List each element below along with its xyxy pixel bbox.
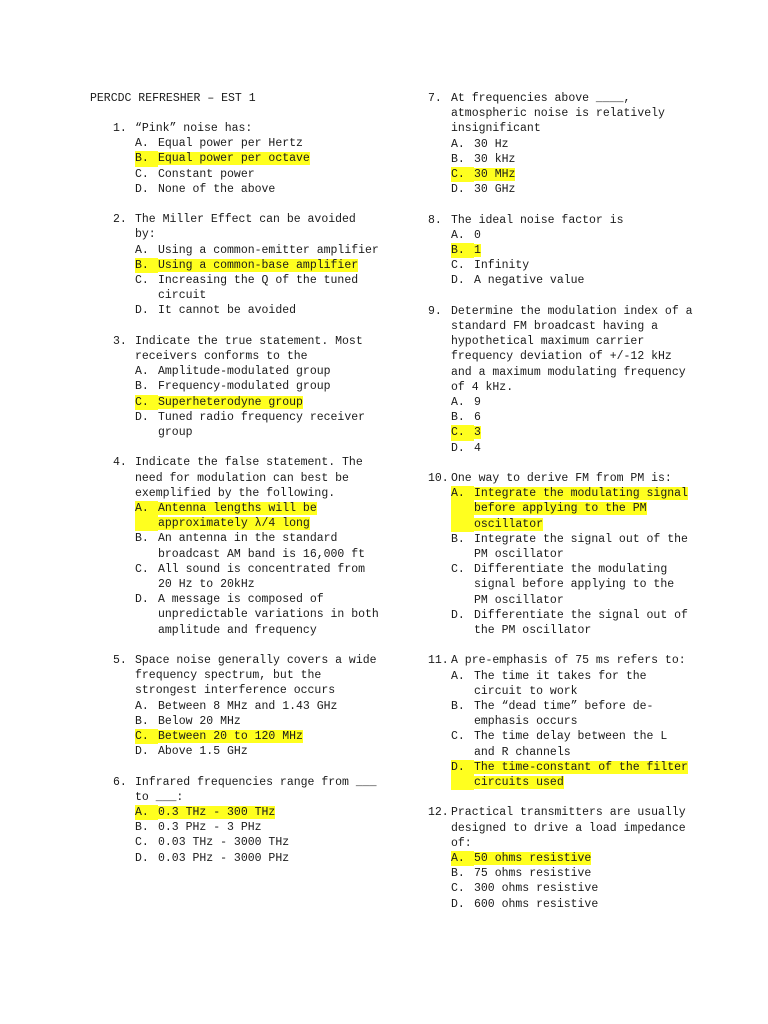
option-letter [135, 805, 158, 820]
option-text [158, 805, 380, 820]
option-letter: D. [451, 897, 465, 911]
question-item [428, 213, 693, 289]
option-letter-highlight: A. [135, 806, 149, 820]
answer-option [451, 729, 693, 759]
question-number: 7. [428, 92, 442, 105]
option-text: The time delay between the L and R channels [474, 730, 668, 759]
answer-option-highlighted [451, 486, 693, 532]
option-letter: B. [135, 532, 149, 546]
option-text: 0 [474, 228, 481, 242]
option-letter-highlight: B. [451, 244, 465, 258]
question-text: Indicate the false statement. The need for modulation can best be exemplified by the following. [135, 456, 363, 500]
answer-options [451, 137, 693, 198]
answer-option [135, 592, 380, 638]
option-text: 30 GHz [474, 183, 516, 197]
option-letter [451, 486, 474, 532]
answer-option-highlighted [451, 425, 693, 440]
question-item [90, 455, 380, 637]
answer-option [451, 273, 693, 288]
option-letter: C. [451, 563, 465, 577]
answer-option-highlighted [135, 151, 380, 166]
answer-option [451, 881, 693, 896]
option-letter: D. [135, 410, 149, 424]
answer-options [135, 699, 380, 760]
answer-option [451, 669, 693, 699]
highlighted-answer: 50 ohms resistive [474, 852, 592, 866]
question-text: Indicate the true statement. Most receivers conforms to the [135, 334, 363, 364]
option-letter: D. [451, 441, 465, 455]
option-letter: B. [135, 714, 149, 728]
option-letter: B. [135, 380, 149, 394]
answer-options [451, 395, 693, 456]
option-text: Infinity [474, 259, 530, 273]
question-item [428, 91, 693, 197]
option-letter: A. [135, 137, 149, 151]
highlighted-answer: 3 [474, 426, 481, 440]
option-letter-highlight: D. [451, 760, 465, 774]
question-number: 3. [113, 334, 127, 348]
question-number: 11. [428, 654, 449, 668]
option-text: The time it takes for the circuit to work [474, 669, 647, 698]
option-text: 0.03 THz - 3000 THz [158, 836, 290, 850]
question-number: 4. [113, 456, 127, 470]
question-text: The ideal noise factor is [451, 213, 624, 227]
option-letter-highlight: A. [451, 852, 465, 866]
answer-option-highlighted [135, 729, 380, 744]
answer-options [135, 805, 380, 866]
highlighted-answer: Using a common-base amplifier [158, 258, 359, 272]
option-letter: D. [451, 274, 465, 288]
question-text: Determine the modulation index of a standard FM broadcast having a hypothetical maximum carrier frequency deviation of +/-12 kHz and a maximum modulating frequency of 4 kHz. [451, 304, 693, 394]
option-letter-highlight: C. [135, 395, 149, 409]
answer-option [135, 182, 380, 197]
answer-options [135, 501, 380, 638]
option-letter [451, 425, 474, 440]
option-letter: D. [135, 304, 149, 318]
option-letter: D. [135, 745, 149, 759]
question-item [428, 653, 693, 790]
option-text: Below 20 MHz [158, 714, 241, 728]
answer-option [135, 531, 380, 561]
highlighted-answer: Antenna lengths will be approximately λ/4 long [158, 502, 317, 531]
answer-option [451, 532, 693, 562]
question-number: 5. [113, 654, 127, 668]
answer-option [451, 395, 693, 410]
question-text: One way to derive FM from PM is: [451, 472, 672, 486]
option-text: Differentiate the modulating signal before applying to the PM oscillator [474, 563, 675, 607]
right-column [428, 91, 693, 927]
option-letter: B. [451, 532, 465, 546]
question-number: 12. [428, 806, 449, 820]
option-letter [135, 395, 158, 410]
question-item [90, 775, 380, 866]
option-text [474, 851, 693, 866]
option-letter-highlight: B. [135, 152, 149, 166]
option-letter [135, 501, 158, 531]
answer-option [135, 379, 380, 394]
option-letter: D. [135, 593, 149, 607]
option-letter: B. [451, 411, 465, 425]
question-text: At frequencies above ____, atmospheric noise is relatively insignificant [451, 92, 665, 136]
answer-option [451, 441, 693, 456]
question-number: 1. [113, 122, 127, 135]
option-text: 0.3 PHz - 3 PHz [158, 821, 262, 835]
option-text: None of the above [158, 182, 276, 196]
answer-option [451, 562, 693, 608]
answer-option-highlighted [451, 851, 693, 866]
option-letter [451, 243, 474, 258]
option-text: Integrate the signal out of the PM oscillator [474, 532, 688, 562]
answer-options [451, 851, 693, 912]
option-letter: B. [451, 867, 465, 881]
answer-option-highlighted [135, 395, 380, 410]
option-letter: A. [451, 228, 465, 242]
option-letter: B. [135, 821, 149, 835]
option-letter-highlight: A. [135, 502, 149, 516]
option-letter-highlight: C. [451, 168, 465, 182]
option-text [474, 425, 693, 440]
option-text: Amplitude-modulated group [158, 365, 331, 379]
option-letter [451, 167, 474, 182]
answer-option [135, 699, 380, 714]
answer-option-highlighted [135, 501, 380, 531]
answer-options [135, 243, 380, 319]
option-text: 0.03 PHz - 3000 PHz [158, 851, 290, 865]
answer-option [451, 866, 693, 881]
question-number: 10. [428, 472, 449, 486]
option-letter: C. [451, 730, 465, 744]
option-text: Differentiate the signal out of the PM oscillator [474, 608, 688, 638]
answer-option-highlighted [135, 805, 380, 820]
highlighted-answer: Between 20 to 120 MHz [158, 730, 303, 744]
question-number: 9. [428, 304, 442, 318]
answer-option [451, 182, 693, 197]
option-letter-highlight: A. [451, 487, 465, 501]
option-letter: C. [135, 167, 149, 181]
answer-option [135, 562, 380, 592]
page-title: PERCDC REFRESHER – EST 1 [90, 92, 256, 105]
answer-option [451, 699, 693, 729]
option-text: Frequency-modulated group [158, 380, 331, 394]
option-text [474, 486, 693, 532]
answer-option-highlighted [451, 167, 693, 182]
question-number: 6. [113, 775, 127, 789]
option-text [474, 760, 693, 790]
option-text [158, 258, 380, 273]
question-list-right [428, 91, 693, 912]
option-letter: A. [135, 243, 149, 257]
question-text: A pre-emphasis of 75 ms refers to: [451, 654, 686, 668]
option-text: Tuned radio frequency receiver group [158, 410, 366, 440]
option-text: Between 8 MHz and 1.43 GHz [158, 699, 338, 713]
answer-option [135, 820, 380, 835]
answer-option-highlighted [451, 760, 693, 790]
answer-option [135, 136, 380, 151]
answer-option [451, 410, 693, 425]
question-item [90, 653, 380, 759]
option-letter: D. [451, 183, 465, 197]
option-letter: D. [135, 182, 149, 196]
option-text: 600 ohms resistive [474, 897, 599, 911]
answer-option [451, 152, 693, 167]
option-letter [135, 258, 158, 273]
option-text: 6 [474, 411, 481, 425]
highlighted-answer: Integrate the modulating signal before applying to the PM oscillator [474, 487, 688, 531]
highlighted-answer: 30 MHz [474, 168, 516, 182]
highlighted-answer: 1 [474, 244, 481, 258]
option-text: Constant power [158, 167, 255, 181]
highlighted-answer: The time-constant of the filter circuits used [474, 760, 688, 790]
option-letter: D. [451, 608, 465, 622]
option-text: 75 ohms resistive [474, 867, 592, 881]
option-text: It cannot be avoided [158, 304, 297, 318]
answer-options [135, 364, 380, 440]
question-text: Space noise generally covers a wide frequency spectrum, but the strongest interference occurs [135, 654, 377, 698]
option-text [158, 395, 380, 410]
option-letter: A. [135, 699, 149, 713]
question-item [428, 471, 693, 638]
option-text: Increasing the Q of the tuned circuit [158, 274, 359, 303]
question-item [428, 304, 693, 456]
option-letter: B. [451, 152, 465, 166]
option-letter [451, 760, 474, 790]
answer-option [135, 243, 380, 258]
answer-option [451, 897, 693, 912]
option-text: 4 [474, 441, 481, 455]
answer-option [135, 851, 380, 866]
question-item [90, 121, 380, 197]
option-text: The “dead time” before de-emphasis occurs [474, 700, 654, 729]
option-text: 9 [474, 396, 481, 410]
question-item [428, 805, 693, 911]
answer-options [135, 136, 380, 197]
answer-option [135, 744, 380, 759]
option-letter-highlight: C. [135, 730, 149, 744]
option-text: 300 ohms resistive [474, 882, 599, 896]
option-letter-highlight: B. [135, 258, 149, 272]
question-text: Infrared frequencies range from ___ to ___: [135, 775, 377, 804]
option-letter: A. [451, 137, 465, 151]
option-letter: C. [451, 882, 465, 896]
option-text: A negative value [474, 274, 585, 288]
option-letter: D. [135, 851, 149, 865]
answer-option [451, 137, 693, 152]
option-letter [135, 151, 158, 166]
option-text: Using a common-emitter amplifier [158, 243, 379, 257]
option-text: All sound is concentrated from 20 Hz to 20kHz [158, 562, 366, 592]
option-letter: B. [451, 700, 465, 714]
question-list-left [90, 121, 380, 866]
option-text: 30 Hz [474, 137, 509, 151]
answer-options [451, 228, 693, 289]
option-letter: C. [135, 562, 149, 576]
option-text [474, 167, 693, 182]
option-text: 30 kHz [474, 152, 516, 166]
option-text [474, 243, 693, 258]
answer-options [451, 669, 693, 791]
option-letter [451, 851, 474, 866]
option-text: Equal power per Hertz [158, 137, 303, 151]
question-text: The Miller Effect can be avoided by: [135, 213, 356, 242]
option-letter: C. [135, 836, 149, 850]
answer-option [135, 714, 380, 729]
highlighted-answer: Superheterodyne group [158, 395, 303, 409]
left-column [90, 91, 380, 881]
option-letter: A. [135, 365, 149, 379]
answer-option [135, 364, 380, 379]
answer-option-highlighted [451, 243, 693, 258]
option-text: Above 1.5 GHz [158, 745, 248, 759]
option-letter-highlight: C. [451, 426, 465, 440]
answer-option [135, 273, 380, 303]
option-text: An antenna in the standard broadcast AM band is 16,000 ft [158, 532, 366, 561]
option-letter: A. [451, 396, 465, 410]
answer-option [135, 167, 380, 182]
option-letter: A. [451, 669, 465, 683]
option-letter: C. [451, 259, 465, 273]
question-number: 8. [428, 213, 442, 227]
question-number: 2. [113, 213, 127, 227]
question-text: Practical transmitters are usually designed to drive a load impedance of: [451, 806, 686, 850]
answer-option [451, 228, 693, 243]
option-letter [135, 729, 158, 744]
answer-option [451, 258, 693, 273]
answer-options [451, 486, 693, 638]
option-text [158, 729, 380, 744]
question-item [90, 212, 380, 318]
answer-option [135, 303, 380, 318]
highlighted-answer: Equal power per octave [158, 152, 310, 166]
option-text: A message is composed of unpredictable variations in both amplitude and frequency [158, 593, 379, 637]
option-text [158, 501, 380, 531]
answer-option [135, 835, 380, 850]
option-text [158, 151, 380, 166]
answer-option [451, 608, 693, 638]
answer-option-highlighted [135, 258, 380, 273]
highlighted-answer: 0.3 THz - 300 THz [158, 806, 276, 820]
option-letter: C. [135, 274, 149, 288]
question-item [90, 334, 380, 440]
answer-option [135, 410, 380, 440]
question-text: “Pink” noise has: [135, 122, 253, 135]
